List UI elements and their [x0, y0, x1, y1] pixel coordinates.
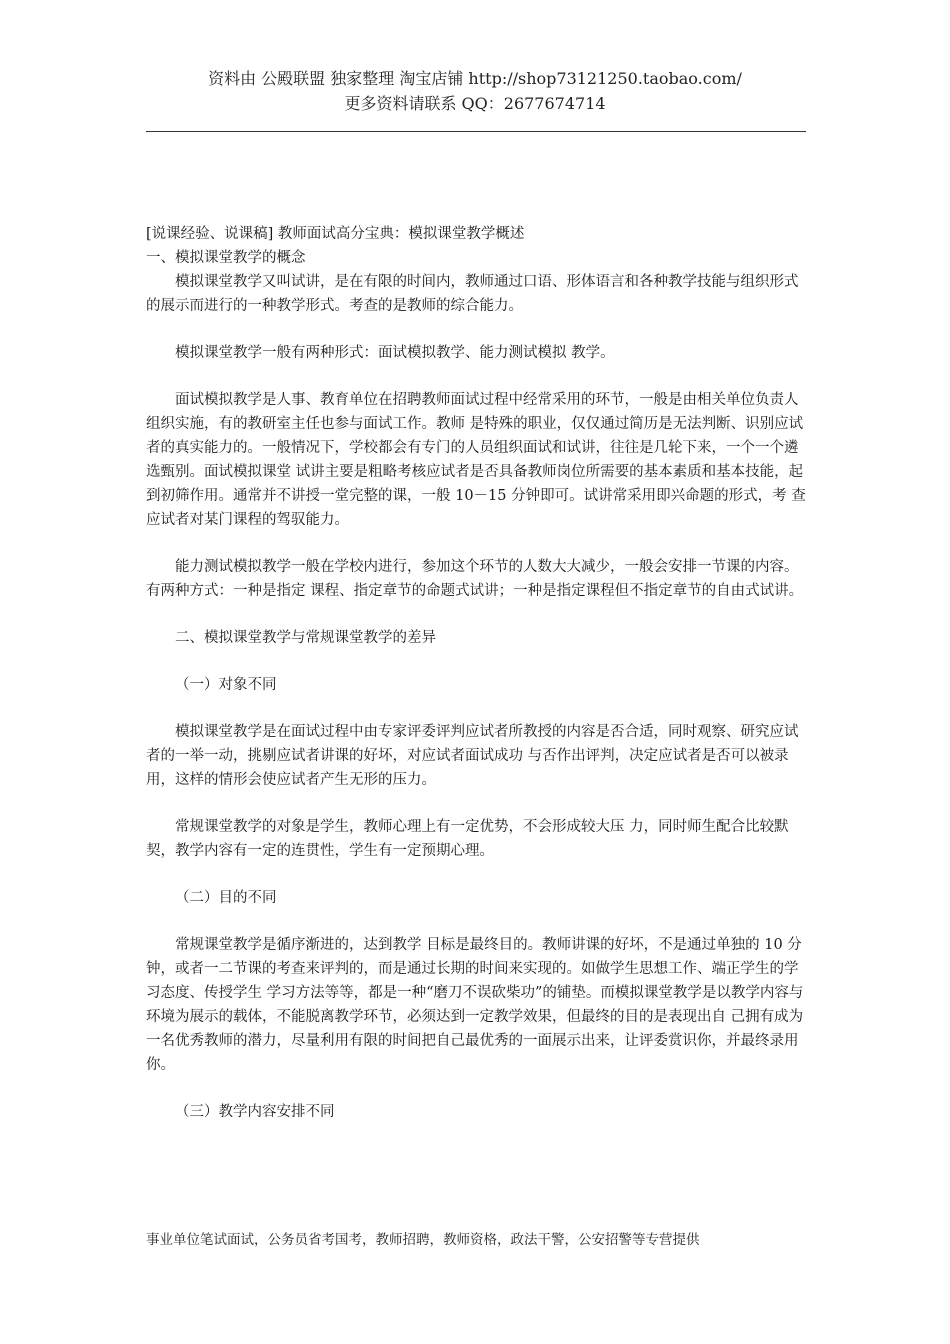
page-header: [0, 66, 950, 116]
article-body: [146, 222, 810, 1124]
paragraph-forms: 模拟课堂教学一般有两种形式：面试模拟教学、能力测试模拟 教学。: [175, 345, 615, 361]
section-1-heading: 一、模拟课堂教学的概念: [146, 250, 306, 266]
paragraph-purpose: 常规课堂教学是循序渐进的，达到教学 目标是最终目的。教师讲课的好坏，不是通过单独的 10 分钟，或者一二节课的考查来评判的，而是通过长期的时间来实现的。如做学生思想工作、端正学生的学习态度、传授学生 学习方法等等，都是一种“磨刀不误砍柴功”的铺垫。而模拟课堂教学是以教学内容与环境为展示的载体，不能脱离教学环节，必须达到一定教学效果，但最终的目的是表现出自 己拥有成为一名优秀教师的潜力，尽量利用有限的时间把自己最优秀的一面展示出来，让评委赏识你，并最终录用你。: [146, 937, 804, 1073]
paragraph-audience-mock: 模拟课堂教学是在面试过程中由专家评委评判应试者所教授的内容是否合适，同时观察、研究应试者的一举一动，挑剔应试者讲课的好坏，对应试者面试成功 与否作出评判，决定应试者是否可以被录用，这样的情形会使应试者产生无形的压力。: [146, 724, 799, 788]
subsection-3-heading: （三）教学内容安排不同: [175, 1104, 335, 1120]
article-title: [说课经验、说课稿] 教师面试高分宝典：模拟课堂教学概述: [146, 226, 525, 242]
paragraph-audience-regular: 常规课堂教学的对象是学生，教师心理上有一定优势，不会形成较大压 力，同时师生配合比较默契，教学内容有一定的连贯性，学生有一定预期心理。: [146, 819, 789, 859]
page-footer: 事业单位笔试面试，公务员省考国考，教师招聘，教师资格，政法干警，公安招警等专营提供: [146, 1232, 700, 1248]
paragraph-definition: 模拟课堂教学又叫试讲，是在有限的时间内，教师通过口语、形体语言和各种教学技能与组织形式的展示而进行的一种教学形式。考查的是教师的综合能力。: [146, 274, 799, 314]
paragraph-interview-teaching: 面试模拟教学是人事、教育单位在招聘教师面试过程中经常采用的环节，一般是由相关单位负责人组织实施，有的教研室主任也参与面试工作。教师 是特殊的职业，仅仅通过简历是无法判断、识别应试者的真实能力的。一般情况下，学校都会有专门的人员组织面试和试讲，往往是几轮下来，一个一个遴选甄别。面试模拟课堂 试讲主要是粗略考核应试者是否具备教师岗位所需要的基本素质和基本技能，起到初筛作用。通常并不讲授一堂完整的课，一般 10－15 分钟即可。试讲常采用即兴命题的形式，考 查应试者对某门课程的驾驭能力。: [146, 392, 806, 528]
section-2-heading: 二、模拟课堂教学与常规课堂教学的差异: [175, 630, 436, 646]
header-contact-line: 更多资料请联系 QQ：2677674714: [344, 94, 606, 113]
subsection-2-heading: （二）目的不同: [175, 890, 277, 906]
subsection-1-heading: （一）对象不同: [175, 677, 277, 693]
paragraph-ability-test: 能力测试模拟教学一般在学校内进行，参加这个环节的人数大大减少，一般会安排一节课的内容。有两种方式：一种是指定 课程、指定章节的命题式试讲；一种是指定课程但不指定章节的自由式试讲。: [146, 559, 804, 599]
header-shop-line: 资料由 公殿联盟 独家整理 淘宝店铺 http://shop73121250.taobao.com/: [208, 69, 742, 88]
header-divider: [146, 131, 806, 132]
